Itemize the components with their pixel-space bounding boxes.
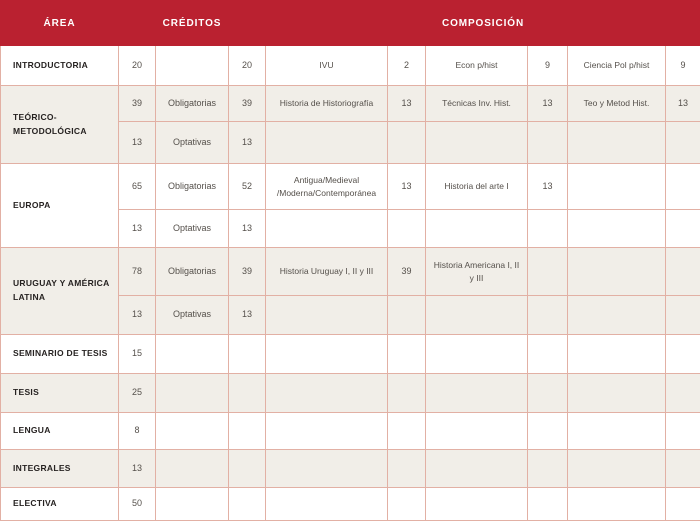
course-cell [568, 374, 666, 413]
credit-total-cell: 8 [119, 413, 156, 450]
credit-subtotal-cell: 13 [229, 122, 266, 164]
course-credits-cell: 9 [528, 46, 568, 86]
course-cell: Historia de Historiografía [266, 86, 388, 122]
course-credits-cell [666, 210, 700, 248]
course-cell [426, 122, 528, 164]
course-cell [266, 450, 388, 488]
table-row [1, 46, 700, 86]
table-row [1, 488, 700, 521]
course-cell [568, 122, 666, 164]
area-cell: TEÓRICO-METODOLÓGICA [1, 86, 119, 164]
course-credits-cell [388, 450, 426, 488]
credit-subtotal-cell: 39 [229, 86, 266, 122]
credit-total-cell: 50 [119, 488, 156, 521]
table-row [1, 374, 700, 413]
course-credits-cell [666, 374, 700, 413]
course-cell [426, 413, 528, 450]
course-credits-cell [528, 413, 568, 450]
course-credits-cell [528, 248, 568, 296]
course-credits-cell [528, 296, 568, 335]
credit-subtotal-cell [229, 450, 266, 488]
course-credits-cell [528, 450, 568, 488]
credit-type-cell: Obligatorias [156, 86, 229, 122]
credit-subtotal-cell: 20 [229, 46, 266, 86]
course-cell [568, 296, 666, 335]
course-cell [568, 488, 666, 521]
course-credits-cell [666, 122, 700, 164]
course-cell [568, 450, 666, 488]
course-cell: Ciencia Pol p/hist [568, 46, 666, 86]
header-creditos: CRÉDITOS [119, 1, 266, 46]
credit-subtotal-cell [229, 413, 266, 450]
course-cell [266, 488, 388, 521]
course-cell: Antigua/Medieval /Moderna/Contemporánea [266, 164, 388, 210]
course-cell [426, 488, 528, 521]
course-credits-cell [528, 335, 568, 374]
course-credits-cell [666, 164, 700, 210]
credit-type-cell: Optativas [156, 122, 229, 164]
credit-total-cell: 20 [119, 46, 156, 86]
credit-total-cell: 65 [119, 164, 156, 210]
credit-type-cell [156, 374, 229, 413]
course-credits-cell [528, 374, 568, 413]
credit-subtotal-cell [229, 374, 266, 413]
course-cell: Técnicas Inv. Hist. [426, 86, 528, 122]
course-credits-cell [388, 335, 426, 374]
credit-type-cell [156, 335, 229, 374]
course-cell [266, 122, 388, 164]
course-cell: Historia Americana I, II y III [426, 248, 528, 296]
credit-subtotal-cell [229, 488, 266, 521]
course-credits-cell [666, 413, 700, 450]
course-cell: IVU [266, 46, 388, 86]
credit-total-cell: 13 [119, 210, 156, 248]
course-credits-cell: 39 [388, 248, 426, 296]
course-credits-cell [388, 374, 426, 413]
course-credits-cell: 13 [528, 164, 568, 210]
course-credits-cell [666, 335, 700, 374]
credit-type-cell [156, 413, 229, 450]
course-credits-cell [528, 488, 568, 521]
course-cell [266, 296, 388, 335]
course-credits-cell [388, 296, 426, 335]
credit-subtotal-cell: 39 [229, 248, 266, 296]
credit-type-cell [156, 450, 229, 488]
course-cell [568, 210, 666, 248]
course-credits-cell [528, 122, 568, 164]
course-cell [568, 164, 666, 210]
area-cell: LENGUA [1, 413, 119, 450]
course-credits-cell: 13 [388, 164, 426, 210]
table-row [1, 413, 700, 450]
course-credits-cell [528, 210, 568, 248]
credit-total-cell: 13 [119, 450, 156, 488]
credit-total-cell: 13 [119, 296, 156, 335]
course-cell [426, 335, 528, 374]
area-cell: ELECTIVA [1, 488, 119, 521]
credit-type-cell [156, 46, 229, 86]
course-cell [266, 335, 388, 374]
course-credits-cell: 9 [666, 46, 700, 86]
credit-type-cell: Optativas [156, 296, 229, 335]
table-row [1, 164, 700, 210]
course-cell [426, 450, 528, 488]
table-row [1, 450, 700, 488]
table-header-row [1, 1, 700, 46]
course-cell [426, 374, 528, 413]
credit-total-cell: 25 [119, 374, 156, 413]
course-credits-cell: 13 [666, 86, 700, 122]
area-cell: SEMINARIO DE TESIS [1, 335, 119, 374]
header-composicion: COMPOSICIÓN [266, 1, 700, 46]
course-cell: Teo y Metod Hist. [568, 86, 666, 122]
course-credits-cell [388, 413, 426, 450]
course-credits-cell [388, 488, 426, 521]
credit-type-cell: Obligatorias [156, 248, 229, 296]
credit-total-cell: 13 [119, 122, 156, 164]
header-area: ÁREA [1, 1, 119, 46]
credit-subtotal-cell: 13 [229, 210, 266, 248]
credit-subtotal-cell [229, 335, 266, 374]
course-credits-cell [666, 488, 700, 521]
area-cell: INTEGRALES [1, 450, 119, 488]
course-credits-cell [666, 248, 700, 296]
course-cell [568, 413, 666, 450]
course-credits-cell [666, 450, 700, 488]
course-cell: Econ p/hist [426, 46, 528, 86]
course-credits-cell [666, 296, 700, 335]
course-cell [426, 210, 528, 248]
course-credits-cell: 13 [528, 86, 568, 122]
course-cell [266, 210, 388, 248]
course-credits-cell: 2 [388, 46, 426, 86]
course-cell [426, 296, 528, 335]
table-row [1, 248, 700, 296]
credit-total-cell: 78 [119, 248, 156, 296]
course-credits-cell [388, 210, 426, 248]
table-row [1, 86, 700, 122]
credit-total-cell: 39 [119, 86, 156, 122]
course-credits-cell [388, 122, 426, 164]
course-cell [266, 413, 388, 450]
credit-total-cell: 15 [119, 335, 156, 374]
area-cell: TESIS [1, 374, 119, 413]
table-row [1, 335, 700, 374]
course-cell [568, 335, 666, 374]
course-cell [266, 374, 388, 413]
credit-type-cell: Optativas [156, 210, 229, 248]
area-cell: EUROPA [1, 164, 119, 248]
credit-subtotal-cell: 13 [229, 296, 266, 335]
credit-subtotal-cell: 52 [229, 164, 266, 210]
course-cell [568, 248, 666, 296]
credit-type-cell [156, 488, 229, 521]
area-cell: INTRODUCTORIA [1, 46, 119, 86]
course-cell: Historia Uruguay I, II y III [266, 248, 388, 296]
course-credits-cell: 13 [388, 86, 426, 122]
area-cell: URUGUAY Y AMÉRICA LATINA [1, 248, 119, 335]
course-cell: Historia del arte I [426, 164, 528, 210]
credit-type-cell: Obligatorias [156, 164, 229, 210]
